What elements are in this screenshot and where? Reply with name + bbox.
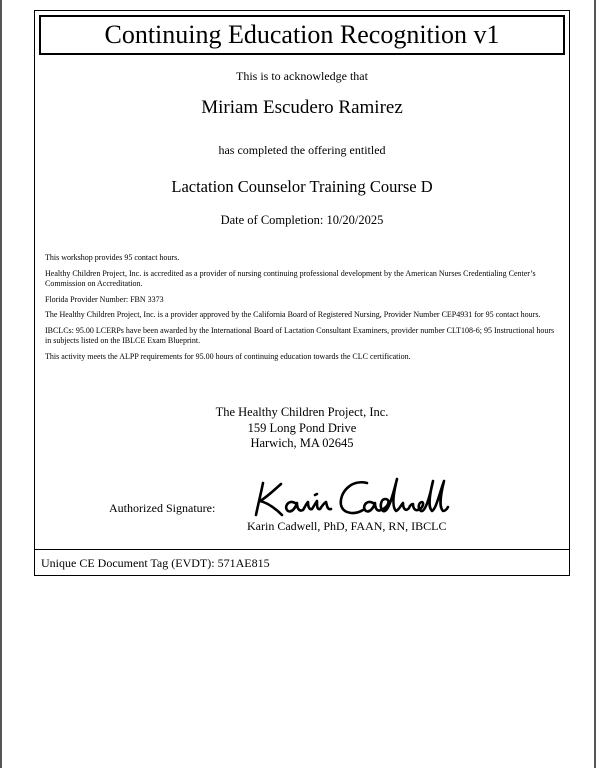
signature-script: Karin Cadwell bbox=[251, 475, 257, 476]
info-iblce: IBCLCs: 95.00 LCERPs have been awarded by the International Board of Lactation Consultant Examiners, provider number CLT108-6; 95 Instructional hours in subjects listed on the IBLCE Exam Blueprint. bbox=[45, 325, 555, 345]
info-california-provider: The Healthy Children Project, Inc. is a provider approved by the California Board of Registered Nursing, Provider Number CEP4931 for 95 contact hours. bbox=[45, 310, 541, 319]
acknowledge-text: This is to acknowledge that bbox=[236, 69, 368, 83]
info-florida-provider: Florida Provider Number: FBN 3373 bbox=[45, 294, 164, 304]
page-left-edge bbox=[0, 0, 2, 768]
info-contact-hours: This workshop provides 95 contact hours. bbox=[45, 253, 180, 262]
provider-address bbox=[35, 405, 569, 452]
completion-date: Date of Completion: 10/20/2025 bbox=[220, 213, 384, 227]
recipient-name: Miriam Escudero Ramirez bbox=[201, 97, 403, 118]
document-tag: Unique CE Document Tag (EVDT): 571AE815 bbox=[41, 556, 270, 570]
title-box bbox=[39, 15, 565, 55]
info-alpp: This activity meets the ALPP requirements for 95.00 hours of continuing education towards the CLC certification. bbox=[45, 351, 411, 361]
info-ancc-accreditation: Healthy Children Project, Inc. is accredited as a provider of nursing continuing professional development by the American Nurses Credentialing Center’s Commission on Accreditation. bbox=[45, 268, 536, 288]
certificate-frame bbox=[34, 10, 570, 576]
certificate-title: Continuing Education Recognition v1 bbox=[104, 20, 500, 49]
course-title: Lactation Counselor Training Course D bbox=[171, 177, 433, 196]
document-tag-divider bbox=[35, 549, 569, 550]
accreditation-info bbox=[45, 253, 557, 367]
handwritten-signature bbox=[251, 475, 451, 519]
signer-name: Karin Cadwell, PhD, FAAN, RN, IBCLC bbox=[247, 519, 447, 533]
provider-street: 159 Long Pond Drive bbox=[247, 420, 357, 435]
provider-city: Harwich, MA 02645 bbox=[250, 436, 354, 450]
page-right-edge bbox=[594, 0, 596, 768]
provider-name: The Healthy Children Project, Inc. bbox=[215, 405, 389, 419]
completed-text: has completed the offering entitled bbox=[218, 143, 386, 157]
signature-label: Authorized Signature: bbox=[109, 501, 216, 515]
